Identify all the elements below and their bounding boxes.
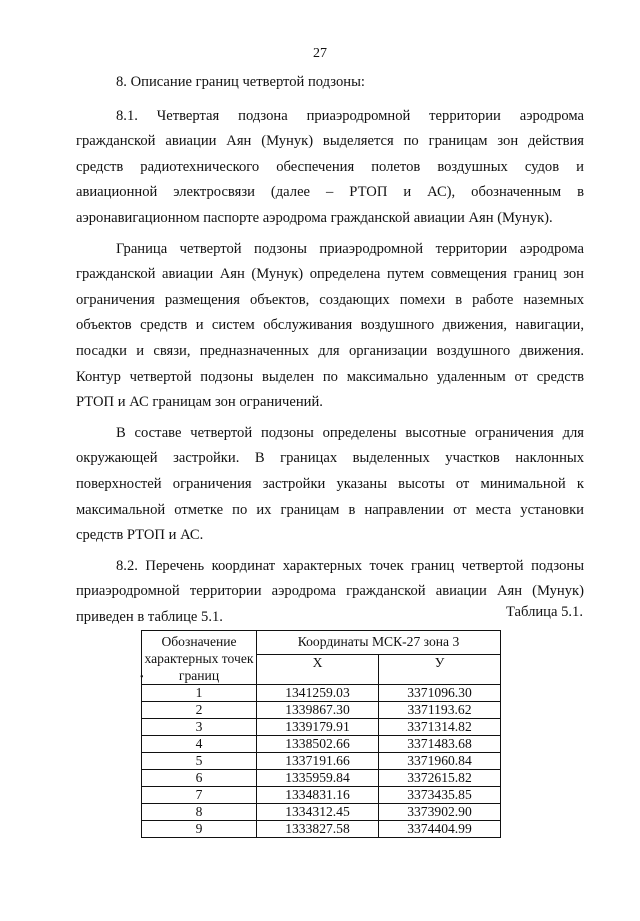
coordinate-x: 1334312.45	[257, 804, 379, 821]
point-number: 2	[142, 702, 257, 719]
table-row	[142, 753, 501, 770]
header-coordinates: Координаты МСК-27 зона 3	[257, 631, 501, 655]
page-number: 27	[313, 46, 327, 61]
coordinate-x: 1333827.58	[257, 821, 379, 838]
section-heading: 8. Описание границ четвертой подзоны:	[116, 74, 365, 90]
coordinate-y: 3371193.62	[379, 702, 501, 719]
point-number: 4	[142, 736, 257, 753]
point-number: 3	[142, 719, 257, 736]
coordinate-y: 3371960.84	[379, 753, 501, 770]
coordinate-x: 1341259.03	[257, 685, 379, 702]
table-row	[142, 685, 501, 702]
point-number: 8	[142, 804, 257, 821]
paragraph-height-limits: В составе четвертой подзоны определены высотные ограничения для окружающей застройки. В границах выделенных участков наклонных поверхностей ограничения застройки указаны высоты от минимальной к максимальной отметке по их границам в направлении от места установки средств РТОП и АС.	[76, 424, 584, 544]
point-number: 5	[142, 753, 257, 770]
table-row	[142, 770, 501, 787]
coordinate-y: 3372615.82	[379, 770, 501, 787]
coordinate-y: 3373902.90	[379, 804, 501, 821]
coordinate-x: 1339867.30	[257, 702, 379, 719]
coordinate-x: 1338502.66	[257, 736, 379, 753]
coordinate-y: 3374404.99	[379, 821, 501, 838]
table-row	[142, 736, 501, 753]
paragraph-boundary: Граница четвертой подзоны приаэродромной территории аэродрома гражданской авиации Аян (Мунук) определена путем совмещения границ зон ограничения размещения объектов, создающих помехи в работе наземных объектов средств и систем обслуживания воздушного движения, навигации, посадки и связи, предназначенных для организации воздушного движения. Контур четвертой подзоны выделен по максимально удаленным от средств РТОП и АС границам зон ограничений.	[76, 240, 584, 411]
paragraph-8-2: 8.2. Перечень координат характерных точек границ четвертой подзоны приаэродромной территории аэродрома гражданской авиации Аян (Мунук) приведен в таблице 5.1.	[76, 557, 584, 625]
body-text	[76, 70, 584, 630]
point-number: 9	[142, 821, 257, 838]
coordinate-y: 3373435.85	[379, 787, 501, 804]
coordinate-x: 1337191.66	[257, 753, 379, 770]
table-row	[142, 787, 501, 804]
header-x: Х	[257, 654, 379, 684]
coordinates-table	[141, 630, 501, 838]
coordinate-y: 3371483.68	[379, 736, 501, 753]
coordinate-x: 1339179.91	[257, 719, 379, 736]
table-row	[142, 719, 501, 736]
point-number: 6	[142, 770, 257, 787]
table-row	[142, 702, 501, 719]
paragraph-8-1: 8.1. Четвертая подзона приаэродромной территории аэродрома гражданской авиации Аян (Мунук) выделяется по границам зон действия средств радиотехнического обеспечения полетов воздушных судов и авиационной электросвязи (далее – РТОП и АС), обозначенным в аэронавигационном паспорте аэродрома гражданской авиации Аян (Мунук).	[76, 107, 584, 226]
header-y: У	[379, 654, 501, 684]
point-number: 1	[142, 685, 257, 702]
header-point-designation: Обозначение характерных точек границ	[142, 631, 257, 685]
table-row	[142, 804, 501, 821]
scan-mark: •	[140, 672, 144, 683]
coordinate-x: 1334831.16	[257, 787, 379, 804]
coordinate-y: 3371096.30	[379, 685, 501, 702]
coordinate-y: 3371314.82	[379, 719, 501, 736]
table-caption: Таблица 5.1.	[505, 604, 583, 620]
point-number: 7	[142, 787, 257, 804]
coordinate-x: 1335959.84	[257, 770, 379, 787]
table-row	[142, 821, 501, 838]
